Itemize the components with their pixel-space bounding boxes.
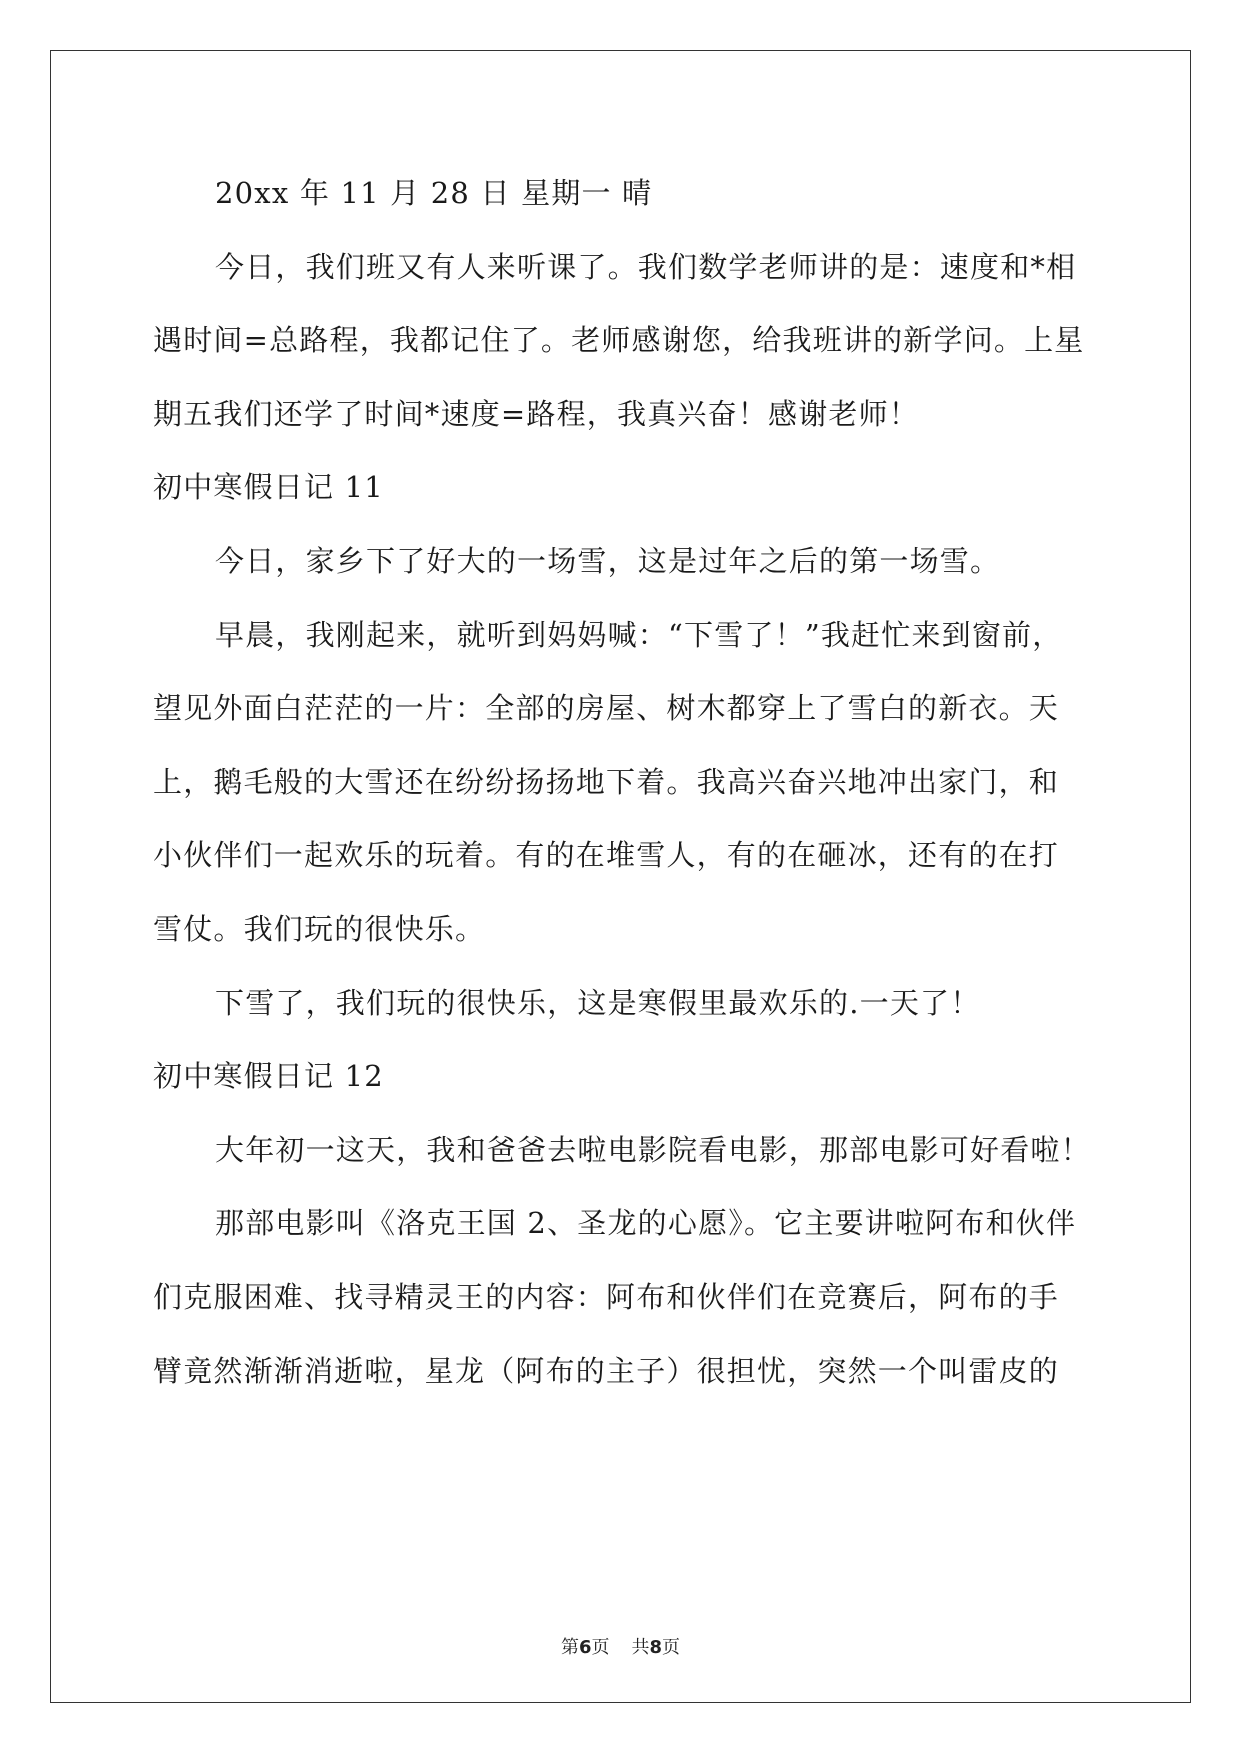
paragraph-line: 早晨，我刚起来，就听到妈妈喊：“下雪了！”我赶忙来到窗前， (215, 617, 1063, 652)
paragraph-line: 期五我们还学了时间*速度=路程，我真兴奋！感谢老师！ (153, 396, 919, 431)
paragraph-line: 今日，家乡下了好大的一场雪，这是过年之后的第一场雪。 (215, 543, 1001, 578)
page-footer (0, 1633, 1241, 1659)
paragraph-line: 雪仗。我们玩的很快乐。 (153, 911, 486, 946)
paragraph-line: 下雪了，我们玩的很快乐，这是寒假里最欢乐的.一天了！ (215, 985, 981, 1020)
paragraph-line: 小伙伴们一起欢乐的玩着。有的在堆雪人，有的在砸冰，还有的在打 (153, 838, 1060, 873)
paragraph-line: 上，鹅毛般的大雪还在纷纷扬扬地下着。我高兴奋兴地冲出家门，和 (153, 764, 1060, 799)
current-page-number: 6 (578, 1637, 592, 1658)
paragraph-line: 大年初一这天，我和爸爸去啦电影院看电影，那部电影可好看啦！ (215, 1132, 1091, 1167)
footer-total-prefix: 共 (631, 1637, 650, 1658)
paragraph-line: 望见外面白茫茫的一片：全部的房屋、树木都穿上了雪白的新衣。天 (153, 691, 1060, 726)
section-heading: 初中寒假日记 11 (153, 470, 384, 505)
footer-prefix: 第 (560, 1637, 579, 1658)
footer-page-unit: 页 (591, 1637, 610, 1658)
paragraph-line: 们克服困难、找寻精灵王的内容：阿布和伙伴们在竞赛后，阿布的手 (153, 1279, 1060, 1314)
paragraph-line: 那部电影叫《洛克王国 2、圣龙的心愿》。它主要讲啦阿布和伙伴 (215, 1206, 1077, 1241)
section-heading: 初中寒假日记 12 (153, 1059, 384, 1094)
footer-total-unit: 页 (662, 1637, 681, 1658)
paragraph-line: 今日，我们班又有人来听课了。我们数学老师讲的是：速度和*相 (215, 249, 1077, 284)
paragraph-line: 遇时间=总路程，我都记住了。老师感谢您，给我班讲的新学问。上星 (153, 323, 1085, 358)
paragraph-line: 臂竟然渐渐消逝啦，星龙（阿布的主子）很担忧，突然一个叫雷皮的 (153, 1353, 1060, 1388)
total-page-number: 8 (649, 1637, 663, 1658)
date-line: 20xx 年 11 月 28 日 星期一 晴 (215, 176, 653, 210)
document-body (153, 157, 1093, 1408)
